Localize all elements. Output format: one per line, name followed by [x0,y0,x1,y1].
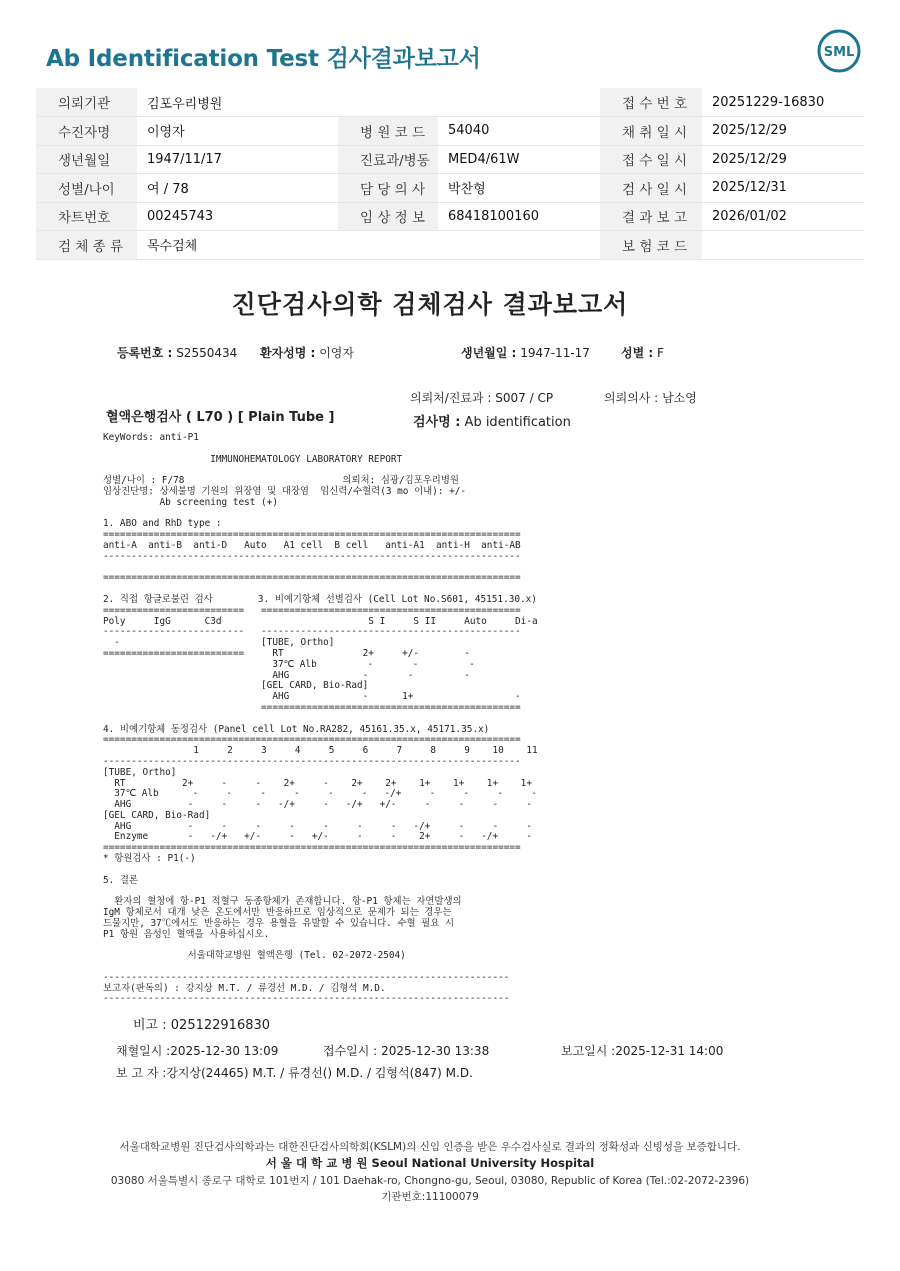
info-value: 2025/12/31 [702,174,864,203]
info-empty-cell [438,231,600,260]
footer-address: 03080 서울특별시 종로구 대학로 101번지 / 101 Daehak-ro, Chongno-gu, Seoul, 03080, Republic of Korea (Tel.:02-2072-2396) [110,1175,750,1187]
info-label: 채 취 일 시 [600,117,702,146]
report-line: AHG - - - [103,669,470,681]
report-line: ========================================================================== [103,734,521,746]
report-line: 2. 직접 항글로불린 검사 3. 비예기항체 선별검사 (Cell Lot No.S601, 45151.30.x) [103,593,537,605]
report-line [103,865,538,876]
received-time: 접수일시 : 2025-12-30 13:38 [323,1044,490,1058]
info-empty-cell [338,231,438,260]
report-line: 서울대학교병원 혈액은행 (Tel. 02-2072-2504) [103,950,406,962]
info-label: 담 당 의 사 [338,174,438,203]
info-row [36,117,864,146]
report-line: IgM 항체로서 대개 낮은 온도에서만 반응하므로 임상적으로 문제가 되는 경우는 [103,907,452,919]
report-line: ========================================================================== [103,529,521,541]
info-label: 의뢰기관 [36,88,137,117]
report-line: Poly IgG C3d S I S II Auto Di-a [103,615,538,627]
report-line: ========================= RT 2+ +/- - [103,647,470,659]
report-line: 환자의 혈청에 항-P1 적혈구 동종항체가 존재합니다. 항-P1 항체는 자연발생의 [103,896,462,908]
report-body [103,433,538,1005]
test-group: 혈액은행검사 ( L70 ) [ Plain Tube ] [106,410,335,425]
report-line: anti-A anti-B anti-D Auto A1 cell B cell anti-A1 anti-H anti-AB [103,539,521,551]
report-line: 37℃ Alb - - - [103,658,475,670]
report-line: ------------------------- ---------------------------------------------- [103,626,521,638]
info-value: 2025/12/29 [702,145,864,174]
logo-text: SML [823,45,855,60]
report-line: 1. ABO and RhD type : [103,518,222,530]
info-row [36,145,864,174]
footer-certification: 서울대학교병원 진단검사의학과는 대한진단검사의학회(KSLM)의 신임 인증을 받은 우수검사실로 결과의 정확성과 신빙성을 보증합니다. [119,1141,741,1153]
info-value: 20251229-16830 [702,88,864,117]
report-line: [GEL CARD, Bio-Rad] [103,809,211,821]
report-line: 성별/나이 : F/78 의뢰처: 심광/김포우리병원 [103,475,459,487]
report-line [103,714,538,725]
info-row [36,88,864,117]
info-label: 보 험 코 드 [600,231,702,260]
reporter: 보 고 자 :강지상(24465) M.T. / 류경선() M.D. / 김형석(847) M.D. [116,1066,473,1080]
report-line: 임상진단명: 상세불명 기원의 위장염 및 대장염 임신력/수혈력(3 mo 이내): +/- [103,485,467,497]
report-line [103,444,538,455]
info-label: 임 상 정 보 [338,202,438,231]
test-name: 검사명 : Ab identification [413,415,571,430]
info-value: 1947/11/17 [137,145,338,174]
report-line: -------------------------------------------------------------------------- [103,755,521,767]
report-line: RT 2+ - - 2+ - 2+ 2+ 1+ 1+ 1+ 1+ [103,777,532,789]
patient-info-table [36,88,864,260]
report-line: ------------------------------------------------------------------------ [103,971,510,983]
info-value: 김포우리병원 [137,88,338,117]
report-line: ========================= ============================================== [103,604,521,616]
info-row [36,231,864,260]
report-line: 1 2 3 4 5 6 7 8 9 10 11 [103,745,538,757]
info-value: 00245743 [137,202,338,231]
report-line: P1 항원 음성인 혈액을 사용하십시오. [103,928,270,940]
report-line: Enzyme - -/+ +/- - +/- - - 2+ - -/+ - [103,831,532,843]
info-empty-cell [438,88,600,117]
info-label: 검 사 일 시 [600,174,702,203]
info-value: 54040 [438,117,600,146]
info-value: 목수검체 [137,231,338,260]
report-line: 37℃ Alb - - - - - - -/+ - - - - [103,788,537,800]
info-label: 생년월일 [36,145,137,174]
report-line: ========================================================================== [103,572,521,584]
referral-dept: 의뢰처/진료과 : S007 / CP [410,391,554,405]
info-row [36,202,864,231]
report-line: ========================================================================== [103,842,521,854]
info-label: 검 체 종 류 [36,231,137,260]
document-title: Ab Identification Test 검사결과보고서 [46,46,481,72]
reported-time: 보고일시 :2025-12-31 14:00 [561,1044,724,1058]
info-label: 결 과 보 고 [600,202,702,231]
report-line: -------------------------------------------------------------------------- [103,550,521,562]
info-label: 차트번호 [36,202,137,231]
report-line: KeyWords: anti-P1 [103,432,199,443]
report-line: ============================================== [103,701,521,713]
info-value: 박찬형 [438,174,600,203]
patient-birth: 생년월일 : 1947-11-17 [461,346,590,360]
info-row [36,174,864,203]
info-value: 2026/01/02 [702,202,864,231]
report-title: 진단검사의학 검체검사 결과보고서 [231,290,629,319]
info-label: 수진자명 [36,117,137,146]
report-line: Ab screening test (+) [103,496,278,508]
info-value: MED4/61W [438,145,600,174]
report-line: IMMUNOHEMATOLOGY LABORATORY REPORT [103,453,403,465]
info-label: 성별/나이 [36,174,137,203]
report-line: [GEL CARD, Bio-Rad] [103,680,369,692]
report-line: AHG - - - -/+ - -/+ +/- - - - - [103,799,532,811]
info-empty-cell [338,88,438,117]
info-value: 68418100160 [438,202,600,231]
reg-no: 등록번호 : S2550434 [117,346,238,360]
patient-sex: 성별 : F [621,346,664,360]
info-label: 병 원 코 드 [338,117,438,146]
report-line: - [TUBE, Ortho] [103,637,335,649]
report-line: 보고자(판독의) : 강지상 M.T. / 류경선 M.D. / 김형석 M.D. [103,982,386,994]
report-line: 5. 결론 [103,874,139,886]
patient-name: 환자성명 : 이영자 [260,346,354,360]
footer-institution-no: 기관번호:11100079 [381,1191,479,1203]
referring-doctor: 의뢰의사 : 남소영 [604,391,697,405]
report-line: AHG - - - - - - - -/+ - - - [103,820,532,832]
info-label: 접 수 일 시 [600,145,702,174]
info-label: 진료과/병동 [338,145,438,174]
report-line: [TUBE, Ortho] [103,766,177,778]
info-value: 2025/12/29 [702,117,864,146]
footer-hospital-name: 서 울 대 학 교 병 원 Seoul National University Hospital [265,1156,595,1170]
info-value: 여 / 78 [137,174,338,203]
info-value [702,231,864,260]
collected-time: 채혈일시 :2025-12-30 13:09 [116,1044,279,1058]
report-line: * 항원검사 : P1(-) [103,853,196,865]
report-line: AHG - 1+ - [103,691,521,703]
report-line: 드물지만, 37℃에서도 반응하는 경우 용혈을 유발할 수 있습니다. 수혈 필요 시 [103,917,455,929]
remark: 비고 : 025122916830 [133,1018,271,1033]
info-value: 이영자 [137,117,338,146]
report-line: 4. 비예기항체 동정검사 (Panel cell Lot No.RA282, 45161.35.x, 45171.35.x) [103,723,490,735]
info-label: 접 수 번 호 [600,88,702,117]
sml-logo-icon [816,28,862,74]
report-line: ------------------------------------------------------------------------ [103,993,510,1005]
